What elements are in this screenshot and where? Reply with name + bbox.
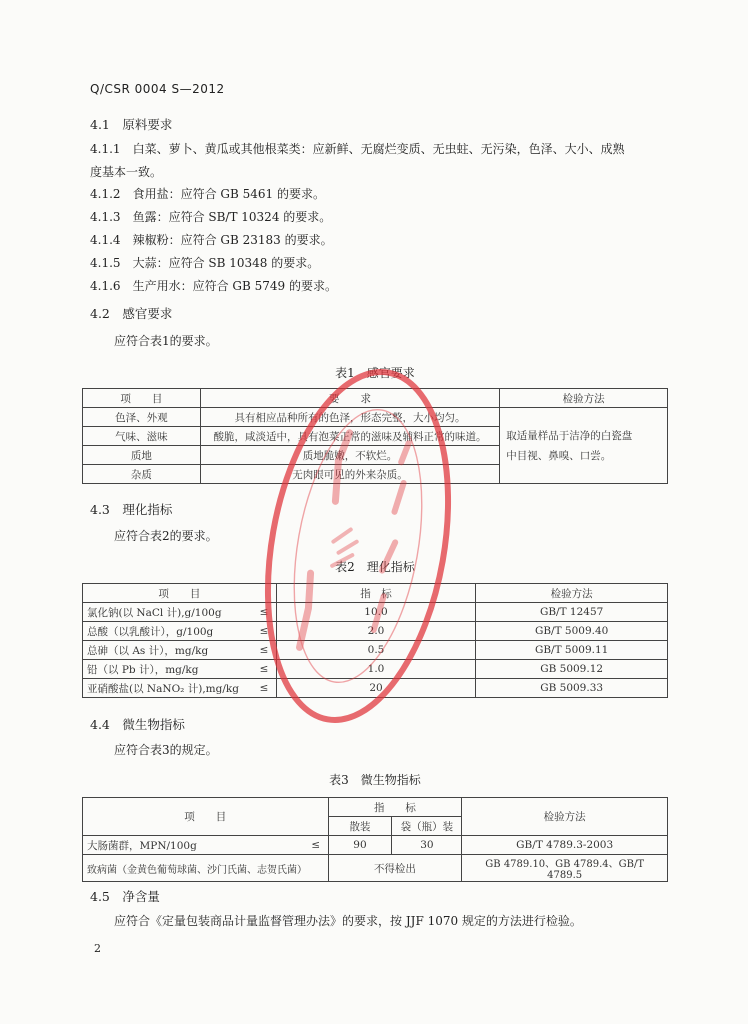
cell-item: 氯化钠(以 NaCl 计),g/100g — [83, 603, 253, 622]
clause-number: 4.1.2 — [90, 187, 121, 201]
cell-bagged: 30 — [392, 836, 462, 855]
cell-item: 杂质 — [83, 465, 201, 484]
cell-item: 色泽、外观 — [83, 408, 201, 427]
header-bulk: 散装 — [328, 817, 392, 836]
method-line-1: 取适量样品于洁净的白瓷盘 — [506, 429, 633, 442]
section-4-4-intro: 应符合表3的规定。 — [114, 743, 218, 757]
clause-number: 4.1.1 — [90, 142, 121, 156]
clause-4-1-1 — [90, 138, 625, 184]
section-4-3-intro: 应符合表2的要求。 — [114, 529, 218, 543]
cell-value: 20 — [276, 679, 476, 698]
cell-method: GB/T 4789.3-2003 — [462, 836, 668, 855]
section-4-5-text: 应符合《定量包装商品计量监督管理办法》的要求，按 JJF 1070 规定的方法进行检验。 — [114, 914, 582, 928]
table-2-caption: 表2 理化指标 — [335, 560, 415, 574]
section-4-5-heading: 4.5 净含量 — [90, 889, 160, 904]
cell-merged-index: 不得检出 — [328, 855, 462, 882]
clause-text: 辣椒粉：应符合 GB 23183 的要求。 — [132, 233, 333, 247]
cell-method — [500, 408, 668, 484]
cell-method: GB 4789.10、GB 4789.4、GB/T 4789.5 — [462, 855, 668, 882]
header-index: 指 标 — [276, 584, 476, 603]
table-row — [83, 622, 668, 641]
table-header-row — [83, 389, 668, 408]
clause-text: 生产用水：应符合 GB 5749 的要求。 — [132, 279, 337, 293]
table-row — [83, 836, 668, 855]
cell-value: 0.5 — [276, 641, 476, 660]
cell-requirement: 酸脆，咸淡适中，具有泡菜正常的滋味及辅料正常的味道。 — [200, 427, 499, 446]
header-method: 检验方法 — [476, 584, 668, 603]
header-item: 项 目 — [83, 584, 277, 603]
cell-symbol: ≤ — [252, 641, 276, 660]
cell-symbol: ≤ — [252, 603, 276, 622]
cell-item: 质地 — [83, 446, 201, 465]
cell-value: 1.0 — [276, 660, 476, 679]
clause-4-1-4 — [90, 229, 333, 252]
cell-item: 亚硝酸盐(以 NaNO₂ 计),mg/kg — [83, 679, 253, 698]
header-method: 检验方法 — [500, 389, 668, 408]
section-4-2-heading: 4.2 感官要求 — [90, 306, 173, 321]
clause-4-1-2 — [90, 183, 325, 206]
header-bagged: 袋（瓶）装 — [392, 817, 462, 836]
page-number: 2 — [94, 942, 101, 955]
table-3-caption: 表3 微生物指标 — [329, 773, 421, 787]
cell-symbol: ≤ — [252, 679, 276, 698]
clause-4-1-3 — [90, 206, 331, 229]
header-method: 检验方法 — [462, 798, 668, 836]
cell-requirement: 无肉眼可见的外来杂质。 — [200, 465, 499, 484]
section-4-4-heading: 4.4 微生物指标 — [90, 717, 185, 732]
clause-text: 食用盐：应符合 GB 5461 的要求。 — [132, 187, 325, 201]
method-line-2: 中目视、鼻嗅、口尝。 — [506, 449, 612, 462]
clause-number: 4.1.3 — [90, 210, 121, 224]
clause-text-cont: 度基本一致。 — [90, 165, 163, 179]
cell-symbol: ≤ — [252, 622, 276, 641]
cell-requirement: 质地脆嫩，不软烂。 — [200, 446, 499, 465]
table-header-row — [83, 584, 668, 603]
section-4-1-heading: 4.1 原料要求 — [90, 117, 173, 132]
cell-method: GB/T 12457 — [476, 603, 668, 622]
table-row — [83, 679, 668, 698]
cell-bulk: 90 — [328, 836, 392, 855]
cell-item: 大肠菌群，MPN/100g — [83, 836, 305, 855]
cell-value: 2.0 — [276, 622, 476, 641]
table-row — [83, 641, 668, 660]
clause-text: 白菜、萝卜、黄瓜或其他根菜类：应新鲜、无腐烂变质、无虫蛀、无污染，色泽、大小、成熟 — [132, 142, 625, 156]
cell-item: 致病菌（金黄色葡萄球菌、沙门氏菌、志贺氏菌） — [83, 855, 329, 882]
cell-requirement: 具有相应品种所有的色泽，形态完整，大小均匀。 — [200, 408, 499, 427]
table-row — [83, 855, 668, 882]
section-4-2-intro: 应符合表1的要求。 — [114, 334, 218, 348]
clause-text: 鱼露：应符合 SB/T 10324 的要求。 — [132, 210, 332, 224]
header-item: 项 目 — [83, 798, 329, 836]
table-1-sensory — [82, 388, 668, 484]
standard-code: Q/CSR 0004 S—2012 — [90, 82, 225, 96]
cell-method: GB/T 5009.11 — [476, 641, 668, 660]
table-3-microbiological — [82, 797, 668, 882]
cell-method: GB 5009.12 — [476, 660, 668, 679]
table-row — [83, 408, 668, 427]
table-row — [83, 660, 668, 679]
cell-value: 10.0 — [276, 603, 476, 622]
cell-symbol: ≤ — [252, 660, 276, 679]
table-1-caption: 表1 感官要求 — [335, 366, 415, 380]
clause-number: 4.1.4 — [90, 233, 121, 247]
header-index: 指 标 — [328, 798, 462, 817]
section-4-3-heading: 4.3 理化指标 — [90, 502, 173, 517]
table-header-row — [83, 798, 668, 817]
clause-4-1-5 — [90, 252, 319, 275]
cell-item: 铅（以 Pb 计），mg/kg — [83, 660, 253, 679]
header-item: 项 目 — [83, 389, 201, 408]
table-row — [83, 603, 668, 622]
cell-method: GB 5009.33 — [476, 679, 668, 698]
cell-item: 气味、滋味 — [83, 427, 201, 446]
clause-text: 大蒜：应符合 SB 10348 的要求。 — [132, 256, 320, 270]
cell-symbol: ≤ — [304, 836, 328, 855]
cell-method: GB/T 5009.40 — [476, 622, 668, 641]
clause-4-1-6 — [90, 275, 337, 298]
header-requirement: 要 求 — [200, 389, 499, 408]
table-2-physicochemical — [82, 583, 668, 698]
cell-item: 总酸（以乳酸计），g/100g — [83, 622, 253, 641]
clause-number: 4.1.6 — [90, 279, 121, 293]
cell-item: 总砷（以 As 计），mg/kg — [83, 641, 253, 660]
clause-number: 4.1.5 — [90, 256, 121, 270]
